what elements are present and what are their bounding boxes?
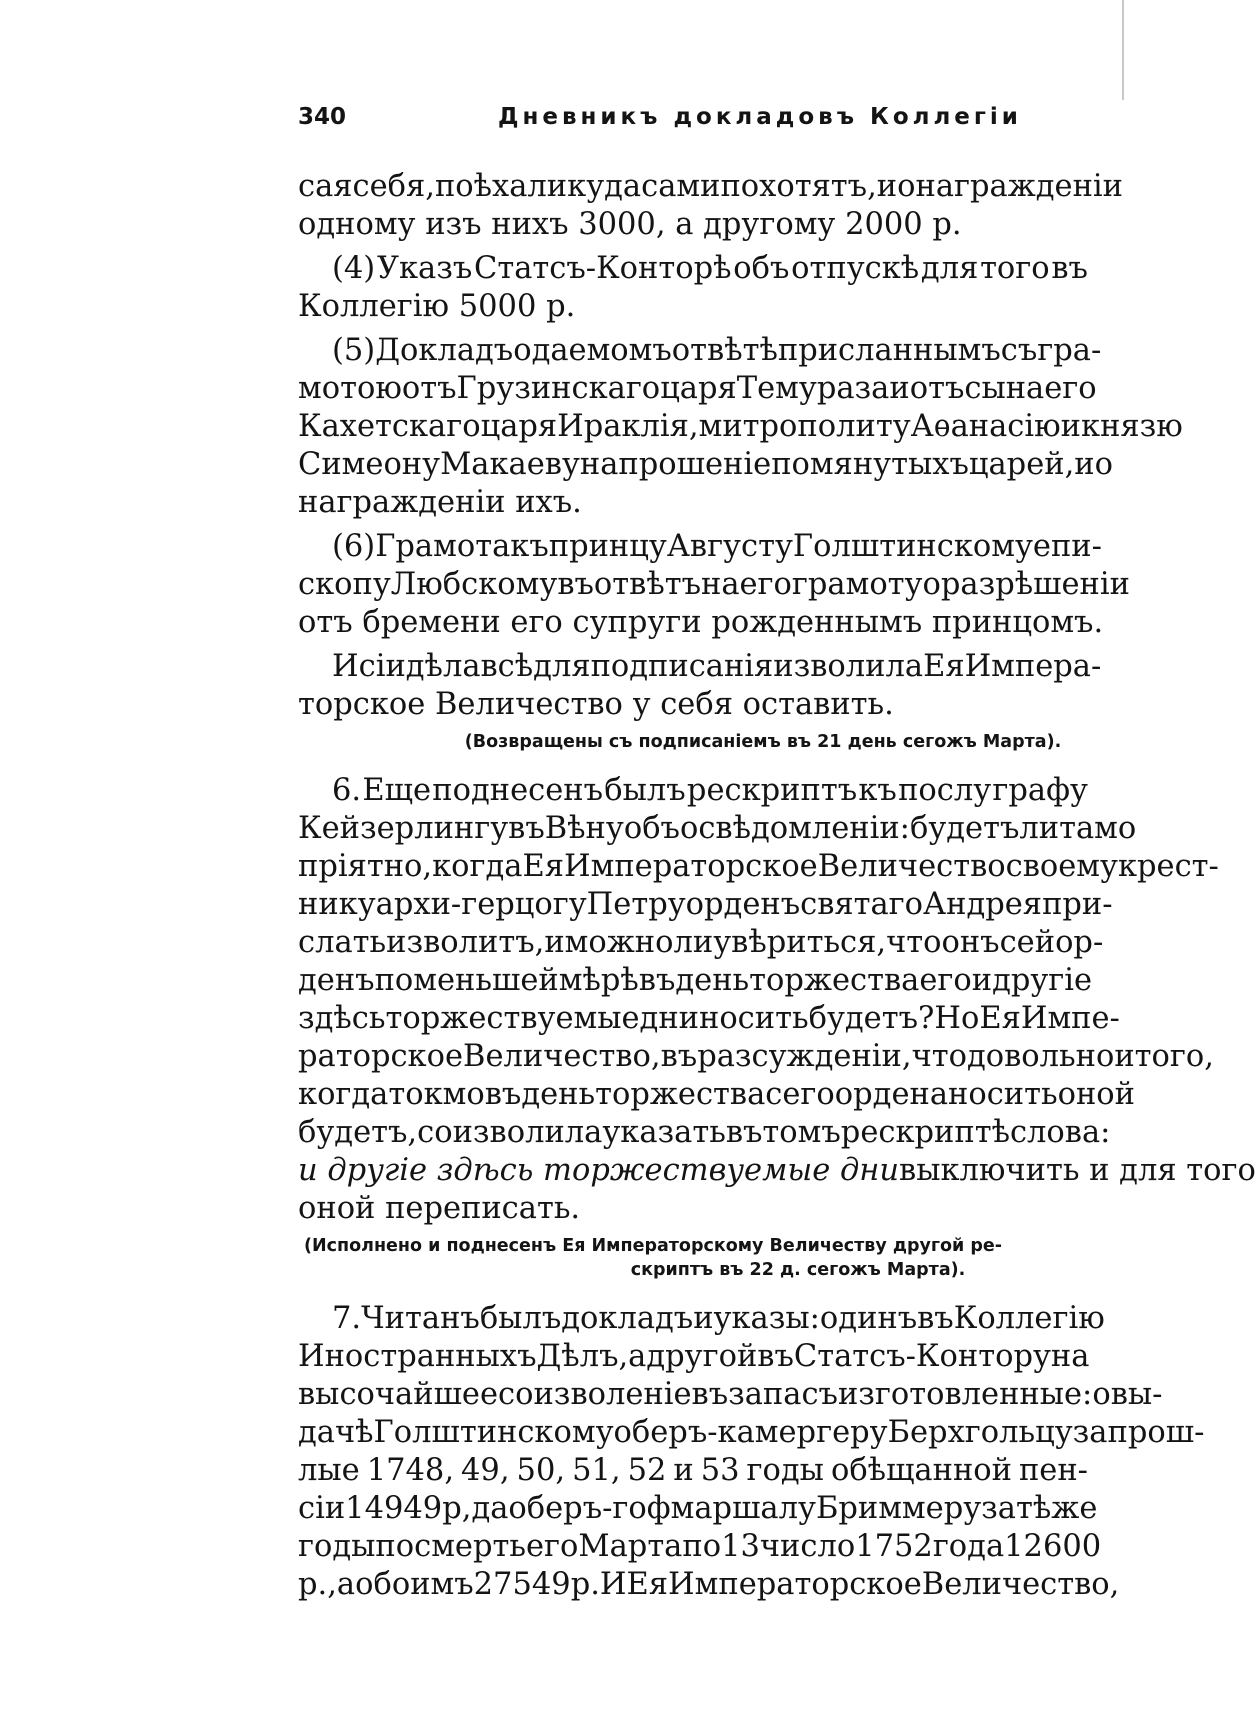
text-line: денъ по меньшей мѣрѣ въ день торжества его и другіе [298, 963, 1093, 998]
page-number: 340 [298, 104, 347, 130]
text-line: пріятно, когда Ея Императорское Величество своему крест- [298, 849, 1219, 884]
text-line: нику архи-герцогу Петру орденъ святаго Андрея при- [298, 887, 1113, 922]
text-line: (6) Грамота къ принцу Августу Голштинскому епи- [332, 529, 1102, 564]
text-line: Кейзерлингу въ Вѣну объ освѣдомленіи: будетъ ли тамо [298, 811, 1137, 846]
italic-phrase: и другіе здѣсь торжествуемые дни [298, 1153, 900, 1188]
editorial-note: (Исполнено и поднесенъ Ея Императорскому Величеству другой ре- [304, 1236, 1003, 1256]
text-line: здѣсь торжествуемые дни носить будетъ? Но Ея Импе- [298, 1001, 1120, 1036]
text-line: 7. Читанъ былъ докладъ и указы: одинъ въ Коллегію [332, 1301, 1105, 1336]
text-line: высочайшее соизволеніе въ запасъ изготовленные: о вы- [298, 1377, 1163, 1412]
text-line: И сіи дѣла всѣ для подписанія изволила Ея Импера- [332, 649, 1102, 684]
running-head: Дневникъ докладовъ Коллегіи [498, 104, 1022, 130]
text-line: слать изволитъ, и можно ли увѣриться, что онъ сей ор- [298, 925, 1104, 960]
text-line: мотою отъ Грузинскаго царя Темураза и отъ сына его [298, 371, 1097, 406]
text-line: отъ бремени его супруги рожденнымъ принцомъ. [298, 605, 1104, 640]
text-line: Иностранныхъ Дѣлъ, а другой въ Статсъ-Контору на [298, 1339, 1090, 1374]
text-line: (4) Указъ Статсъ-Конторѣ объ отпускѣ для того въ [332, 251, 1088, 286]
text-line: сіи 14949 р, да оберъ-гофмаршалу Бриммеру за тѣ же [298, 1491, 1098, 1526]
text-line: р., а обоимъ 27549 р. И Ея Императорское Величество, [298, 1567, 1120, 1602]
page-header [298, 104, 1078, 144]
text-line: Кахетскаго царя Ираклія, митрополиту Аѳанасію и князю [298, 409, 1183, 444]
page-edge-rule [1122, 0, 1124, 100]
text-line: сая себя, поѣхали куда сами похотятъ, и о награжденіи [298, 169, 1123, 204]
text-line: одному изъ нихъ 3000, а другому 2000 р. [298, 207, 962, 242]
editorial-note: скриптъ въ 22 д. сегожъ Марта). [630, 1260, 966, 1280]
editorial-note: (Возвращены съ подписаніемъ въ 21 день сегожъ Марта). [464, 732, 1062, 752]
text-line: дачѣ Голштинскому оберъ-камергеру Берхгольцу за прош- [298, 1415, 1205, 1450]
text-line: Коллегію 5000 р. [298, 289, 576, 324]
text-fragment: выключить и для того [899, 1153, 1256, 1188]
text-line: Симеону Макаеву на прошеніе помянутыхъ царей, и о [298, 447, 1113, 482]
text-line: торское Величество у себя оставить. [298, 687, 894, 722]
body-text [298, 168, 1256, 1604]
text-line: оной переписать. [298, 1191, 581, 1226]
text-line: 6. Еще поднесенъ былъ рескриптъ къ послу графу [332, 773, 1088, 808]
text-line [298, 1152, 1256, 1190]
text-line: будетъ, соизволила указать въ томъ рескриптѣ слова: [298, 1115, 1111, 1150]
text-line: раторское Величество, въ разсужденіи, что довольно и того, [298, 1039, 1214, 1074]
text-line: годы по смерть его Марта по 13 число 1752 года 12600 [298, 1529, 1102, 1564]
text-line: лые 1748, 49, 50, 51, 52 и 53 годы обѣщанной пен- [298, 1453, 1088, 1488]
text-line: скопу Любскому въ отвѣтъ на его грамоту о разрѣшеніи [298, 567, 1130, 602]
text-line: когда токмо въ день торжества сего ордена носить оной [298, 1077, 1135, 1112]
text-line: награжденіи ихъ. [298, 485, 582, 520]
text-line: (5) Докладъ о даемомъ отвѣтѣ присланнымъ съ гра- [332, 333, 1102, 368]
